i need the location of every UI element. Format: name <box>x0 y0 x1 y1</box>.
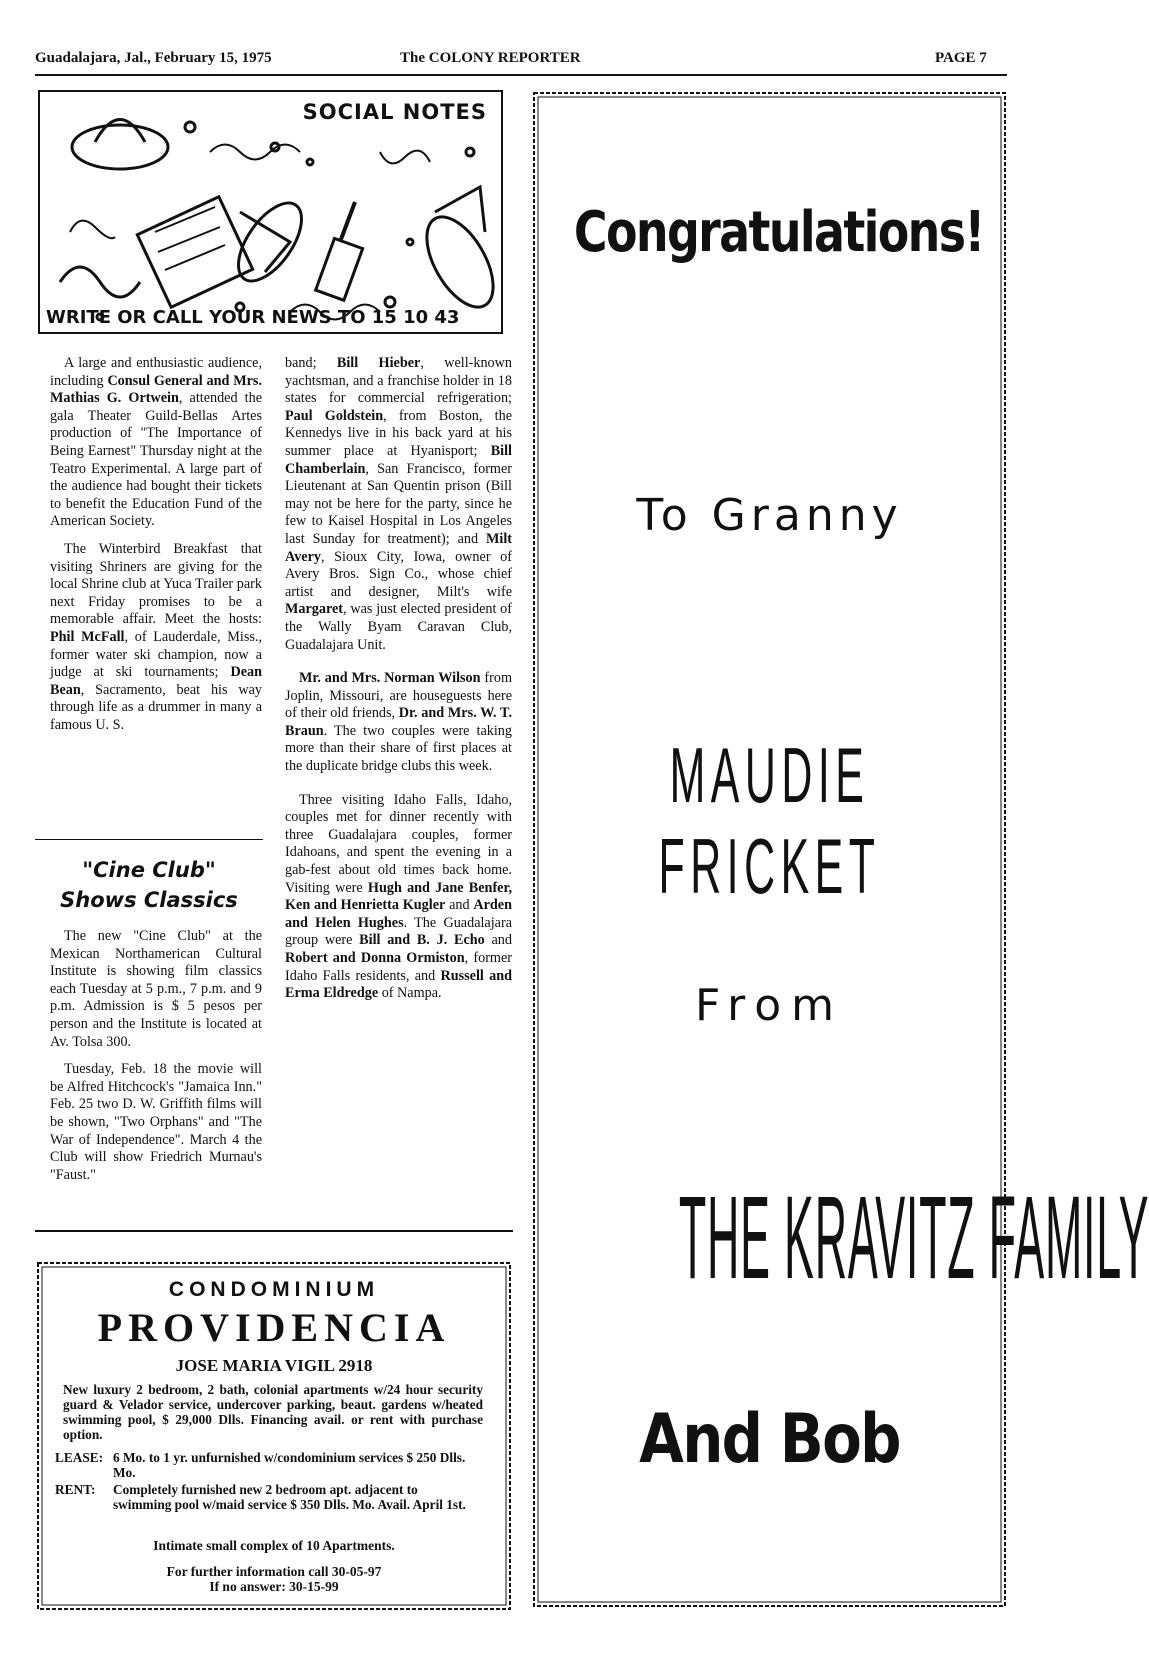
congrats-name: MAUDIE FRICKET <box>658 731 881 910</box>
bold-name: Bill and B. J. Echo <box>359 932 485 949</box>
text-run: Three visiting Idaho Falls, Idaho, couples met for dinner recently with three Guadalajara couples, former Idahoans, and spent the evening in a gab-fest about old times back home. Visiting were <box>285 791 512 896</box>
bold-name: Paul Goldstein <box>285 407 384 424</box>
article-cine-club: The new "Cine Club" at the Mexican Northamerican Cultural Institute is showing film classics each Tuesday at 5 p.m., 7 p.m. and 9 p.m. Admission is $ 5 pesos per person and the Institute is located at Av. Tolsa 300. <box>50 928 262 1050</box>
ad-info-2: If no answer: 30-15-99 <box>209 1579 339 1594</box>
bold-name: Hugh and Jane Benfer, Ken and Henrietta Kugler <box>285 879 513 914</box>
bold-name: Dr. and Mrs. W. T. Braun <box>285 705 512 739</box>
text-run: of Nampa. <box>378 985 442 1002</box>
ad-small-complex: Intimate small complex of 10 Apartments. <box>153 1538 395 1553</box>
party-illustration <box>40 92 501 332</box>
text-run: , Sioux City, Iowa, owner of Avery Bros. Sign Co., whose chief artist and designer, Milt's wife <box>285 548 512 600</box>
text-run: , Sacramento, beat his way through life as a drummer in many a famous U. S. <box>50 681 262 733</box>
ad-rent-text: Completely furnished new 2 bedroom apt. adjacent to swimming pool w/maid service $ 350 Dlls. Mo. Avail. April 1st. <box>113 1482 466 1512</box>
column-2 <box>285 355 512 1013</box>
congrats-headline: Congratulations! <box>573 200 984 265</box>
ad-lease-label: LEASE: <box>55 1450 104 1465</box>
text-run: . The two couples were taking more than their share of first places at the duplicate bridge clubs this week. <box>285 722 512 775</box>
text-run: . The Guadalajara group were <box>285 914 512 949</box>
banner-title: SOCIAL NOTES <box>302 100 487 124</box>
bold-name: Milt Avery <box>285 530 512 565</box>
ad-address: JOSE MARIA VIGIL 2918 <box>175 1356 373 1375</box>
ad-rent <box>55 1482 485 1512</box>
text-run: , from Boston, the Kennedys live in his back yard at his summer place at Hyanisport; <box>285 407 512 459</box>
text-run: , former Idaho Falls residents, and <box>285 950 512 984</box>
ad-info-1: For further information call 30-05-97 <box>166 1564 382 1579</box>
article-cine-schedule: Tuesday, Feb. 18 the movie will be Alfred Hitchcock's "Jamaica Inn." Feb. 25 two D. W. Griffith films will be shown, "Two Orphans" and "The War of Independence". March 4 the Club will show Friedrich Murnau's "Faust." <box>50 1061 262 1183</box>
banner-footer: WRITE OR CALL YOUR NEWS TO 15 10 43 <box>46 307 460 328</box>
bold-name: Russell and Erma Eldredge <box>285 967 512 1002</box>
article-winterbird <box>50 541 262 735</box>
column-1-cine <box>50 928 262 1194</box>
bold-name: Consul General and Mrs. Mathias G. Ortwein <box>50 372 263 407</box>
bold-name: Margaret <box>285 601 344 618</box>
text-run: The Winterbird Breakfast that visiting Shriners are giving for the local Shrine club at Yuca Trailer park next Friday promises to be a memorable affair. Meet the hosts: <box>50 540 262 628</box>
bold-name: Bill Hieber <box>336 355 421 371</box>
article-theater <box>50 355 262 531</box>
paper-name: The COLONY REPORTER <box>400 50 581 66</box>
ad-rent-label: RENT: <box>55 1482 96 1497</box>
bold-name: Robert and Donna Ormiston <box>285 950 465 966</box>
congrats-family: THE KRAVITZ FAMILY <box>678 1172 1149 1304</box>
cine-club-heading <box>35 855 263 915</box>
col-divider <box>35 1230 513 1232</box>
text-run: and <box>445 897 474 914</box>
condominium-ad <box>35 1260 513 1612</box>
bold-name: Bill Chamberlain <box>285 442 512 477</box>
article-wilson <box>285 670 512 776</box>
bold-name: Phil McFall <box>50 628 125 645</box>
cine-title-line-2: Shows Classics <box>60 888 238 912</box>
text-run: , of Lauderdale, Miss., former water ski champion, now a judge at ski tournaments; <box>50 628 262 681</box>
text-run: , was just elected president of the Wally Byam Caravan Club, Guadalajara Unit. <box>285 601 512 653</box>
text-run: from Joplin, Missouri, are houseguests here of their old friends, <box>285 670 512 722</box>
page-number: PAGE 7 <box>935 50 987 66</box>
congrats-to-granny: To Granny <box>636 490 903 541</box>
ad-line-providencia: PROVIDENCIA <box>97 1305 451 1350</box>
dateline: Guadalajara, Jal., February 15, 1975 <box>35 50 272 66</box>
header-rule <box>35 74 1007 76</box>
text-run: , San Francisco, former Lieutenant at San Quentin prison (Bill may not be here for the party, since he few to Kaisel Hospital in Los Angeles last Sunday for treatment); and <box>285 460 512 547</box>
article-hosts <box>285 355 512 654</box>
text-run: , well-known yachtsman, and a franchise holder in 18 states for commercial refrigeration; <box>285 355 512 407</box>
text-run: A large and enthusiastic audience, including <box>50 355 262 389</box>
ad-line-condominium: CONDOMINIUM <box>168 1278 380 1301</box>
column-1 <box>50 355 262 744</box>
congrats-and-bob: And Bob <box>639 1400 900 1479</box>
article-idaho <box>285 792 512 1003</box>
social-notes-banner <box>38 90 503 334</box>
bold-name: Mr. and Mrs. Norman Wilson <box>299 670 481 687</box>
col1-rule <box>35 839 263 840</box>
text-run: band; <box>285 355 337 371</box>
ad-lease-text: 6 Mo. to 1 yr. unfurnished w/condominium services $ 250 Dlls. Mo. <box>113 1450 466 1480</box>
ad-description: New luxury 2 bedroom, 2 bath, colonial apartments w/24 hour security guard & Velador service, undercover parking, beaut. gardens w/heated swimming pool, $ 29,000 Dlls. Financing avail. or rent with purchase option. <box>63 1382 483 1442</box>
cine-title-line-1: "Cine Club" <box>82 858 216 882</box>
text-run: and <box>484 932 512 949</box>
bold-name: Dean Bean <box>50 664 262 698</box>
bold-name: Arden and Helen Hughes <box>285 897 512 931</box>
congratulations-ad <box>531 90 1149 1609</box>
congrats-from: From <box>694 980 844 1031</box>
text-run: , attended the gala Theater Guild-Bellas Artes production of "The Importance of Being Earnest" Thursday night at the Teatro Experimental. A large part of the audience had bought their tickets to benefit the Education Fund of the American Society. <box>50 390 263 530</box>
ad-lease <box>55 1450 485 1480</box>
